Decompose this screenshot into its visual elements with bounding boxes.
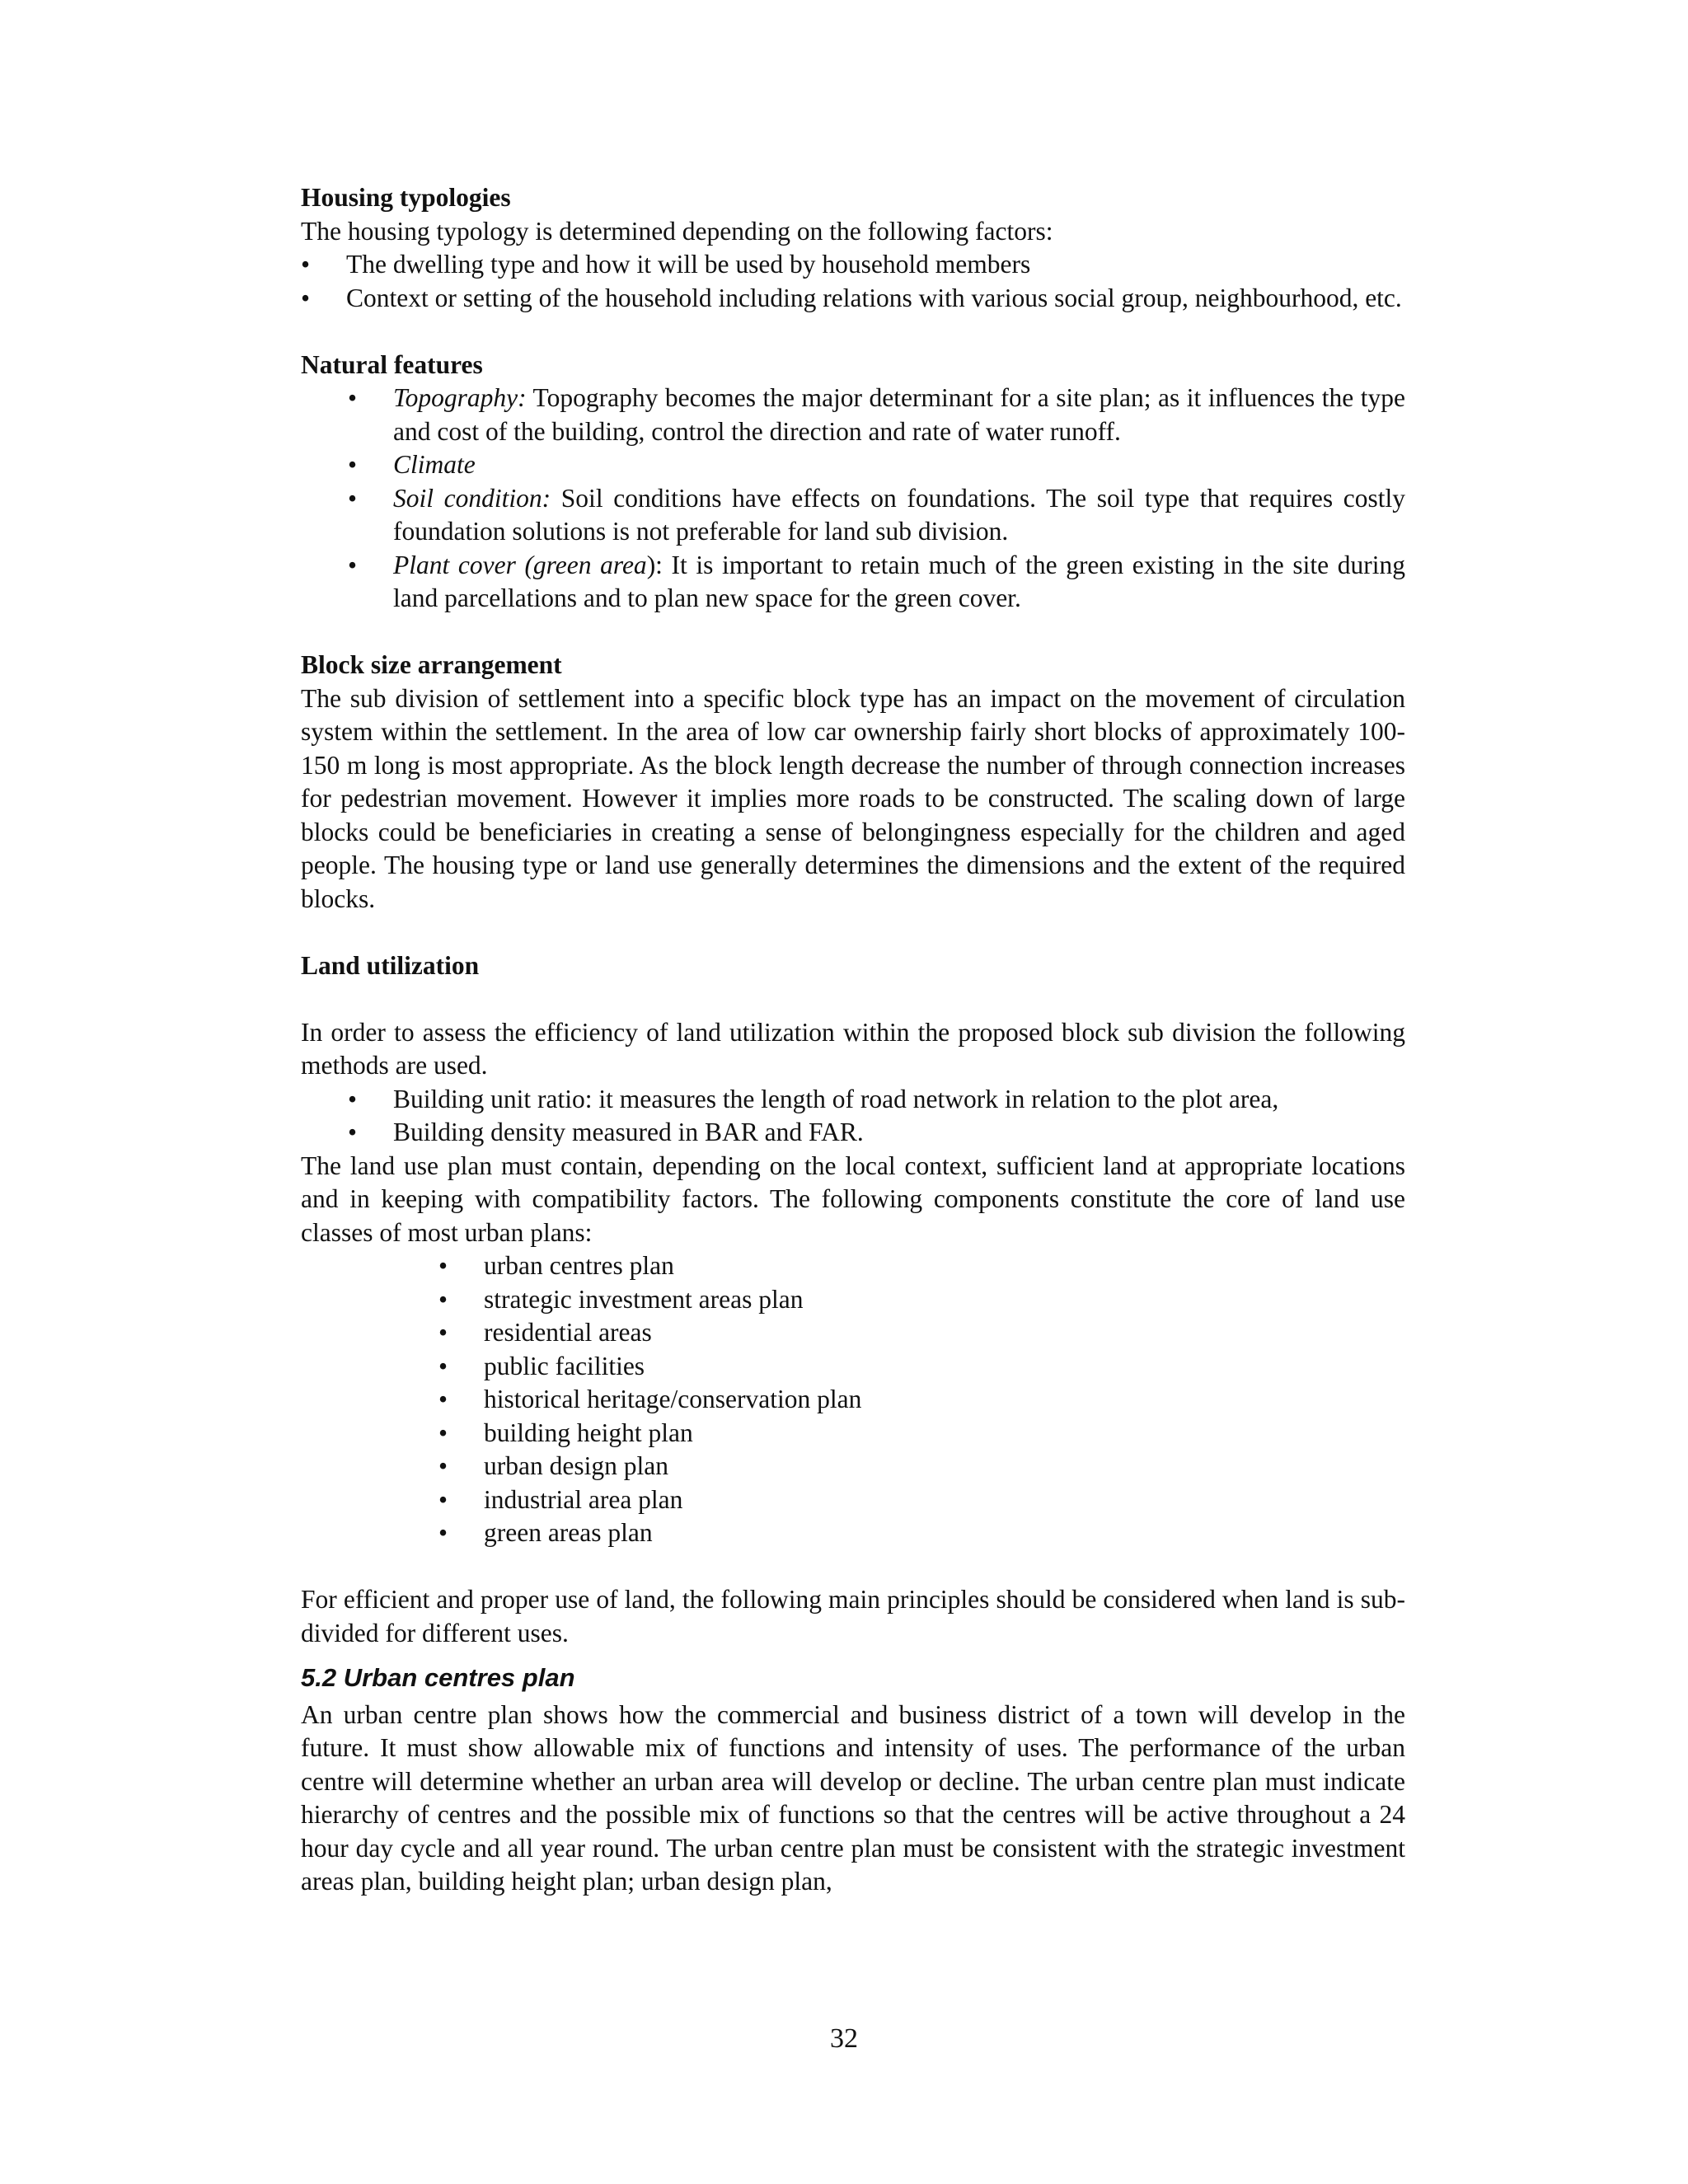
natural-bullet-list — [301, 382, 1405, 616]
land-intro: In order to assess the efficiency of land utilization within the proposed block sub division the following methods are used. — [301, 1017, 1405, 1080]
bullet-icon: • — [438, 1418, 448, 1447]
page-number: 32 — [830, 2023, 858, 2054]
bullet-icon: • — [438, 1351, 448, 1380]
bullet-icon: • — [438, 1251, 448, 1280]
bullet-icon: • — [348, 1118, 358, 1146]
document-page — [301, 181, 1405, 1899]
list-item: • historical heritage/conservation plan — [484, 1383, 1405, 1417]
list-item: • Topography: Topography becomes the major determinant for a site plan; as it influences the type and cost of the building, control the direction and rate of water runoff. — [348, 383, 1405, 446]
bullet-icon: • — [301, 250, 311, 279]
list-item: • Soil condition: Soil conditions have effects on foundations. The soil type that requires costly foundation solutions is not preferable for land sub division. — [348, 483, 1406, 546]
bullet-icon: • — [348, 450, 358, 479]
natural-heading: Natural features — [301, 349, 483, 379]
bullet-icon: • — [301, 283, 311, 312]
bullet-icon: • — [438, 1284, 448, 1314]
housing-intro: The housing typology is determined depending on the following factors: — [301, 216, 1053, 246]
list-item: • building height plan — [484, 1417, 1405, 1451]
bullet-icon: • — [348, 483, 358, 513]
block-paragraph: The sub division of settlement into a specific block type has an impact on the movement of circulation system within the settlement. In the area of low car ownership fairly short blocks of approximately 100-150 m long is most appropriate. As the block length decrease the number of through connection increases for pedestrian movement. However it implies more roads to be constructed. The scaling down of large blocks could be beneficiaries in creating a sense of belongingness especially for the children and aged people. The housing type or land use generally determines the dimensions and the extent of the required blocks. — [301, 683, 1405, 913]
list-item: • strategic investment areas plan — [484, 1283, 1405, 1317]
land-methods-list — [301, 1083, 1405, 1150]
section-heading: 5.2 Urban centres plan — [301, 1663, 575, 1692]
bullet-icon: • — [438, 1385, 448, 1413]
block-heading: Block size arrangement — [301, 650, 562, 679]
land-heading: Land utilization — [301, 950, 480, 980]
bullet-icon: • — [348, 1084, 358, 1113]
bullet-icon: • — [438, 1451, 448, 1480]
bullet-icon: • — [348, 550, 358, 579]
bullet-icon: • — [438, 1518, 448, 1547]
list-item: • urban design plan — [484, 1450, 1405, 1483]
housing-heading: Housing typologies — [301, 183, 511, 212]
list-item: • public facilities — [484, 1350, 1405, 1384]
list-item: • Plant cover (green area): It is important to retain much of the green existing in the site during land parcellations and to plan new space for the green cover. — [348, 550, 1405, 612]
land-use-classes-list — [301, 1249, 1405, 1550]
list-item: • Building unit ratio: it measures the length of road network in relation to the plot area, — [393, 1083, 1405, 1117]
housing-bullet-list — [301, 248, 1405, 315]
section-paragraph: An urban centre plan shows how the commercial and business district of a town will develop in the future. It must show allowable mix of functions and intensity of uses. The performance of the urban centre will determine whether an urban area will develop or decline. The urban centre plan must indicate hierarchy of centres and the possible mix of functions so that the centres will be active throughout a 24 hour day cycle and all year round. The urban centre plan must be consistent with the strategic investment areas plan, building height plan; urban design plan, — [301, 1699, 1405, 1896]
bullet-icon: • — [348, 383, 358, 412]
list-item: • industrial area plan — [484, 1483, 1405, 1517]
list-item: • The dwelling type and how it will be used by household members — [346, 248, 1405, 282]
principles-paragraph: For efficient and proper use of land, the following main principles should be considered when land is sub-divided for different uses. — [301, 1585, 1405, 1647]
list-item: • Climate — [393, 448, 1405, 482]
bullet-icon: • — [438, 1318, 448, 1347]
list-item: • green areas plan — [484, 1516, 1405, 1550]
bullet-icon: • — [438, 1484, 448, 1514]
list-item: • urban centres plan — [484, 1249, 1405, 1283]
list-item: • Context or setting of the household including relations with various social group, neighbourhood, etc. — [346, 282, 1405, 316]
land-plan-paragraph: The land use plan must contain, depending on the local context, sufficient land at appropriate locations and in keeping with compatibility factors. The following components constitute the core of land use classes of most urban plans: — [301, 1151, 1405, 1247]
list-item: • Building density measured in BAR and FAR. — [393, 1116, 1405, 1150]
list-item: • residential areas — [484, 1316, 1405, 1350]
